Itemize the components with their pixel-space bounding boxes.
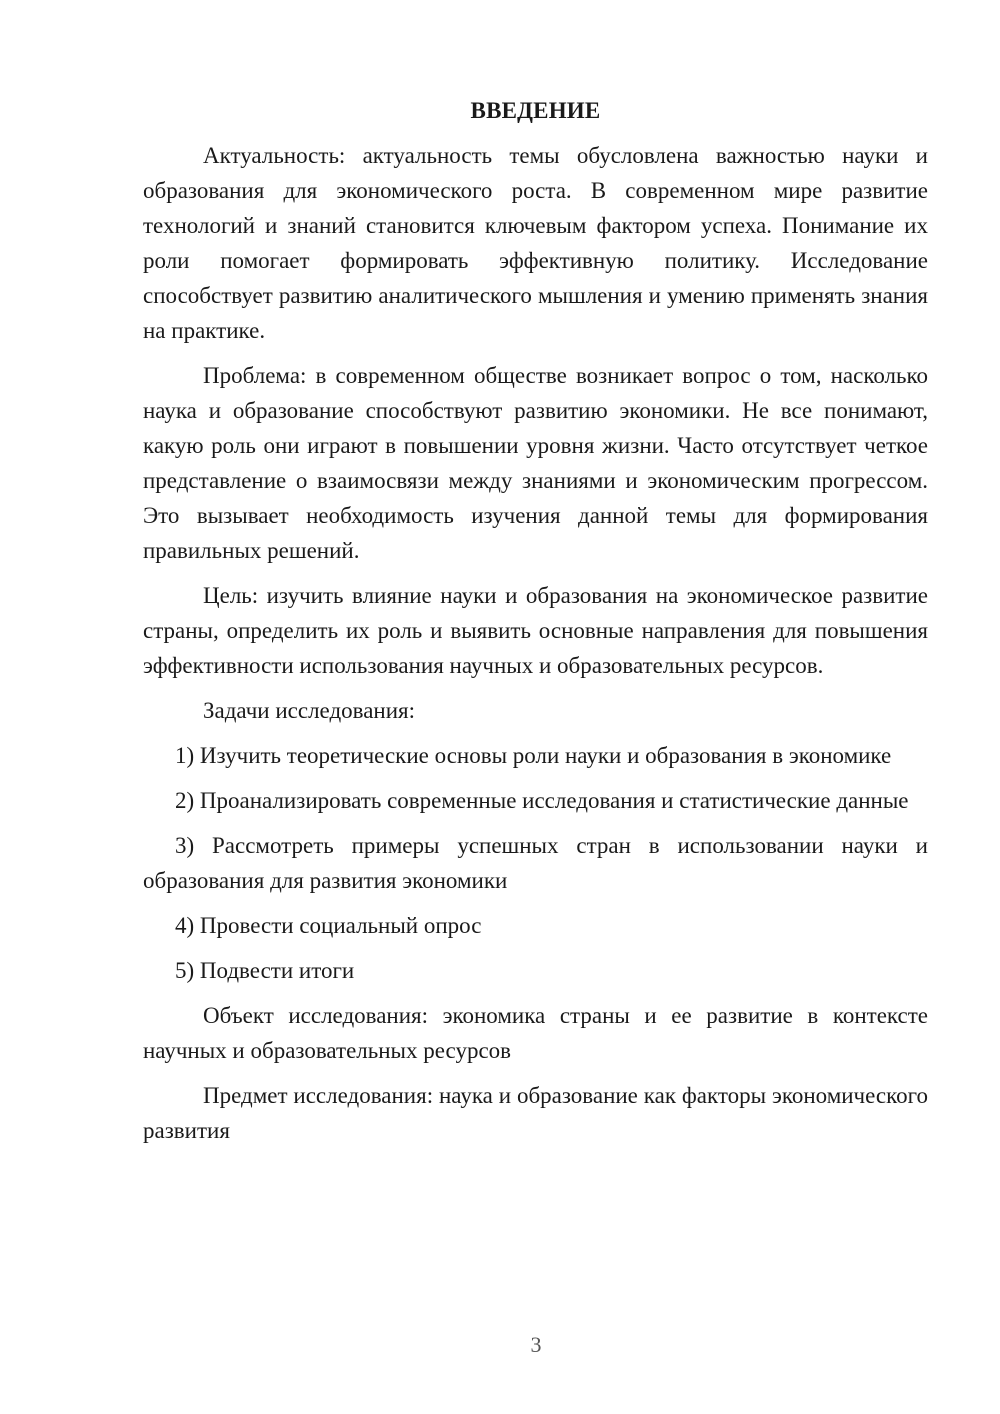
tasks-heading: Задачи исследования:: [203, 698, 416, 723]
task-item-1: 1) Изучить теоретические основы роли науки и образования в экономике: [175, 743, 892, 768]
task-item-2: 2) Проанализировать современные исследования и статистические данные: [175, 788, 909, 813]
page-title: ВВЕДЕНИЕ: [470, 98, 601, 123]
paragraph-relevance: Актуальность: актуальность темы обусловлена важностью науки и образования для экономического роста. В современном мире развитие технологий и знаний становится ключевым фактором успеха. Понимание их роли помогает формировать эффективную политику. Исследование способствует развитию аналитического мышления и умению применять знания на практике.: [143, 143, 928, 343]
task-item-5: 5) Подвести итоги: [175, 958, 355, 983]
document-body: [143, 93, 928, 1158]
paragraph-goal: Цель: изучить влияние науки и образования на экономическое развитие страны, определить их роль и выявить основные направления для повышения эффективности использования научных и образовательных ресурсов.: [143, 583, 928, 678]
task-item-3: 3) Рассмотреть примеры успешных стран в использовании науки и образования для развития экономики: [143, 833, 928, 893]
paragraph-subject: Предмет исследования: наука и образование как факторы экономического развития: [143, 1083, 928, 1143]
paragraph-problem: Проблема: в современном обществе возникает вопрос о том, насколько наука и образование способствуют развитию экономики. Не все понимают, какую роль они играют в повышении уровня жизни. Часто отсутствует четкое представление о взаимосвязи между знаниями и экономическим прогрессом. Это вызывает необходимость изучения данной темы для формирования правильных решений.: [143, 363, 928, 563]
paragraph-object: Объект исследования: экономика страны и ее развитие в контексте научных и образовательных ресурсов: [143, 1003, 928, 1063]
page-number: 3: [530, 1332, 542, 1357]
task-item-4: 4) Провести социальный опрос: [175, 913, 482, 938]
